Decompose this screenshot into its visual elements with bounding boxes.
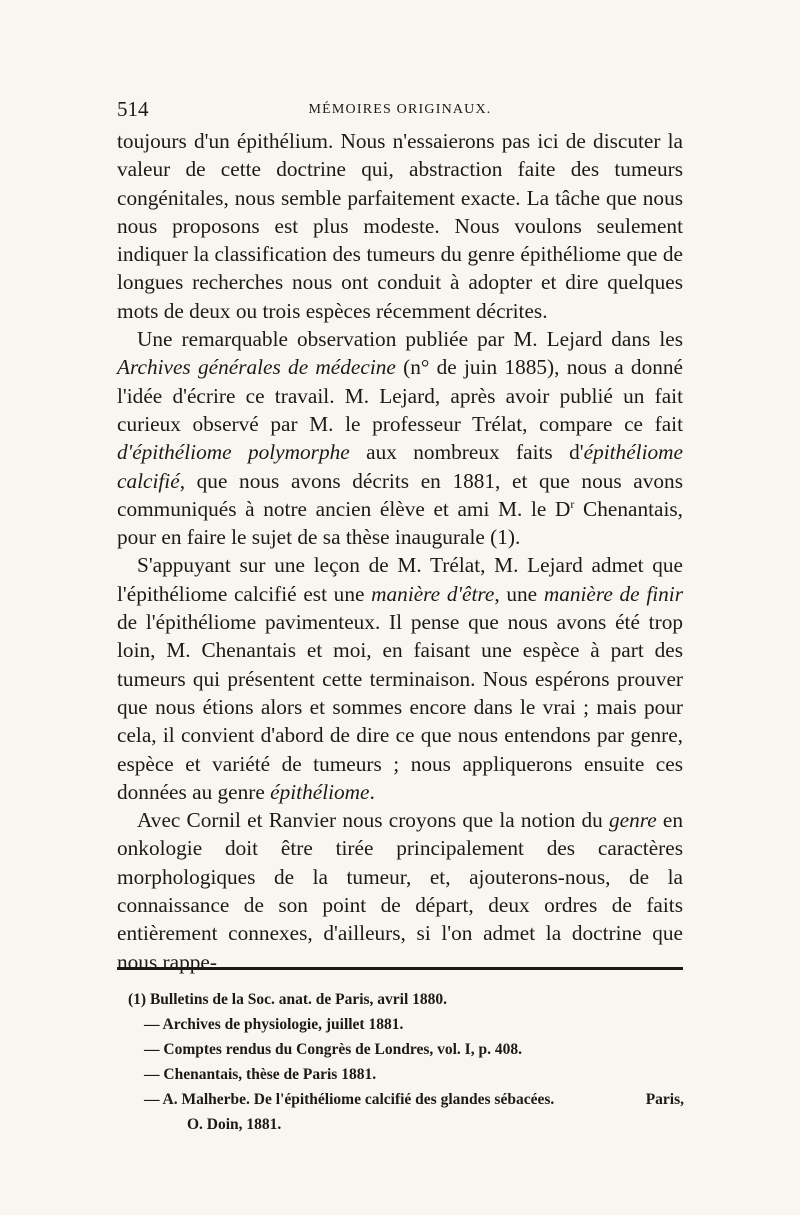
footnote-item: O. Doin, 1881. — [187, 1116, 282, 1133]
page-number: 514 — [117, 97, 149, 121]
body-text — [117, 127, 683, 976]
footnote-item: — A. Malherbe. De l'épithéliome calcifié des glandes sébacées. Paris, — [144, 1091, 684, 1108]
footnote-1: (1) Bulletins de la Soc. anat. de Paris, avril 1880. — [128, 991, 448, 1008]
paragraph-4: Avec Cornil et Ranvier nous croyons que la notion du genre en onkologie doit être tirée principalement des caractères morphologiques de la tumeur, et, ajouterons-nous, de la connaissance de son point de départ, deux ordres de faits entièrement connexes, d'ailleurs, si l'on admet la doctrine que nous rappe- — [117, 808, 683, 974]
page-header — [117, 97, 683, 127]
footnotes — [128, 987, 684, 1137]
running-title: MÉMOIRES ORIGINAUX. — [308, 102, 492, 117]
footnote-item: — Chenantais, thèse de Paris 1881. — [144, 1066, 377, 1083]
paragraph-1: toujours d'un épithélium. Nous n'essaierons pas ici de discuter la valeur de cette doctrine qui, abstraction faite des tumeurs congénitales, nous semble parfaitement exacte. La tâche que nous nous proposons est plus modeste. Nous voulons seulement indiquer la classification des tumeurs du genre épithéliome que de longues recherches nous ont conduit à adopter et dire quelques mots de deux ou trois espèces récemment décrites. — [117, 129, 683, 323]
paragraph-2: Une remarquable observation publiée par M. Lejard dans les Archives générales de médecine (n° de juin 1885), nous a donné l'idée d'écrire ce travail. M. Lejard, après avoir publié un fait curieux observé par M. le professeur Trélat, compare ce fait d'épithéliome polymorphe aux nombreux faits d'épithéliome calcifié, que nous avons décrits en 1881, et que nous avons communiqués à notre ancien élève et ami M. le $D^r$ Chenantais, pour en faire le sujet de sa thèse inaugurale (1). — [117, 327, 683, 550]
paragraph-3: S'appuyant sur une leçon de M. Trélat, M. Lejard admet que l'épithéliome calcifié est une manière d'être, une manière de finir de l'épithéliome pavimenteux. Il pense que nous avons été trop loin, M. Chenantais et moi, en faisant une espèce à part des tumeurs qui présentent cette terminaison. Nous espérons prouver que nous étions alors et sommes encore dans le vrai ; mais pour cela, il convient d'abord de dire ce que nous entendons par genre, espèce et variété de tumeurs ; nous appliquerons ensuite ces données au genre épithéliome. — [117, 553, 684, 804]
footnote-item: — Comptes rendus du Congrès de Londres, vol. I, p. 408. — [144, 1041, 522, 1058]
footnote-divider — [117, 967, 683, 970]
footnote-item: — Archives de physiologie, juillet 1881. — [144, 1016, 404, 1033]
journal-title: Archives générales de médecine — [117, 355, 396, 380]
